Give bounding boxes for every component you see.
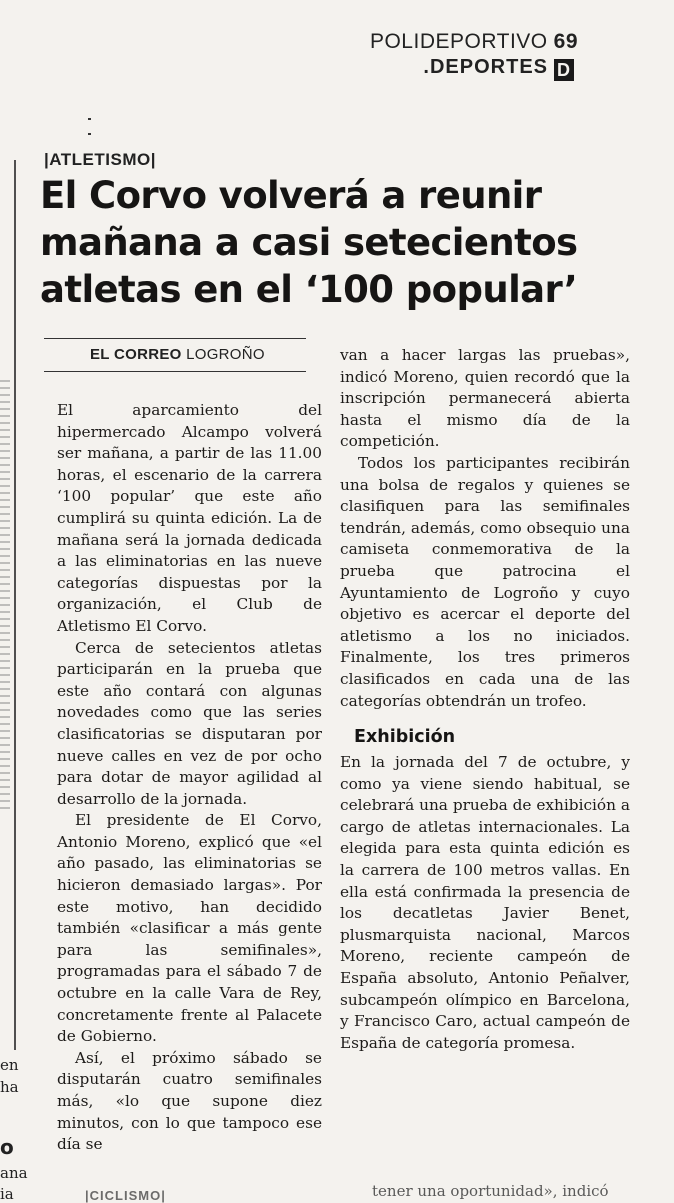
edge-fragment: ia (0, 1185, 14, 1203)
next-article-fragment: tener una oportunidad», indicó (372, 1182, 609, 1200)
headline-line: atletas en el ‘100 popular’ (40, 268, 578, 311)
section-header (370, 30, 578, 54)
margin-tick (88, 133, 91, 135)
paragraph: Todos los participantes recibirán una bolsa de regalos y quienes se clasifiquen para las semifinales tendrán, además, como obsequio una camiseta conmemorativa de la prueba que patrocina el Ayuntamiento de Logroño y cuyo objetivo es acercar el deporte del atletismo a los no iniciados. Finalmente, los tres primeros clasificados en cada una de las categorías obtendrán un trofeo. (340, 453, 630, 710)
subsection-header (423, 56, 574, 81)
edge-fragment: ha (0, 1078, 19, 1096)
byline-source: EL CORREO (90, 346, 182, 363)
left-column-rule (14, 160, 16, 1050)
section-name: POLIDEPORTIVO (369, 30, 548, 53)
next-section-tag: |CICLISMO| (85, 1188, 166, 1203)
headline-line: mañana a casi setecientos (40, 221, 578, 264)
paragraph: El presidente de El Corvo, Antonio Moreno, explicó que «el año pasado, las eliminatorias se hicieron demasiado largas». Por este motivo, han decidido también «clasificar a más gente para las semifinales», programadas para el sábado 7 de octubre en la calle Vara de Rey, concretamente frente al Palacete de Gobierno. (57, 811, 322, 1046)
paragraph: Así, el próximo sábado se disputarán cuatro semifinales más, «lo que supone diez minutos, con lo que tampoco ese día se (57, 1048, 322, 1154)
article-column-1 (57, 400, 322, 1156)
paragraph: Cerca de setecientos atletas participarán en la prueba que este año contará con algunas novedades como que las series clasificatorias se disputaran por nueve calles en vez de por ocho para dotar de mayor agilidad al desarrollo de la jornada. (57, 638, 322, 808)
paragraph: El aparcamiento del hipermercado Alcampo volverá ser mañana, a partir de las 11.00 horas, el escenario de la carrera ‘100 popular’ que este año cumplirá su quinta edición. La de mañana será la jornada dedicada a las eliminatorias en las nueve categorías dispuestas por la organización, el Club de Atletismo El Corvo. (57, 401, 322, 635)
byline-rule-bottom (44, 371, 306, 372)
byline-city: LOGROÑO (186, 346, 265, 363)
headline-line: El Corvo volverá a reunir (40, 174, 542, 217)
paragraph: En la jornada del 7 de octubre, y como ya viene siendo habitual, se celebrará una prueba de exhibición a cargo de atletas internacionales. La elegida para esta quinta edición es la carrera de 100 metros vallas. En ella está confirmada la presencia de los decatletas Javier Benet, plusmarquista nacional, Marcos Moreno, reciente campeón de España absoluto, Antonio Peñalver, subcampeón olímpico en Barcelona, y Francisco Caro, actual campeón de España de categoría promesa. (340, 753, 630, 1052)
edge-fragment: o (0, 1135, 14, 1159)
section-tag: |ATLETISMO| (44, 150, 156, 169)
scan-speckle (0, 380, 10, 810)
article-column-2 (340, 345, 630, 1054)
subheading: Exhibición (354, 727, 456, 748)
byline-rule-top (44, 338, 306, 339)
paragraph: van a hacer largas las pruebas», indicó Moreno, quien recordó que la inscripción permanecerá abierta hasta el mismo día de la competición. (340, 346, 630, 451)
d-badge: D (554, 59, 574, 81)
byline (90, 346, 265, 363)
edge-fragment: ana (0, 1164, 28, 1182)
edge-fragment: en (0, 1056, 19, 1074)
page-number: 69 (553, 30, 578, 53)
subsection-name: .DEPORTES (423, 56, 548, 78)
margin-tick (88, 118, 91, 120)
headline (40, 172, 580, 313)
